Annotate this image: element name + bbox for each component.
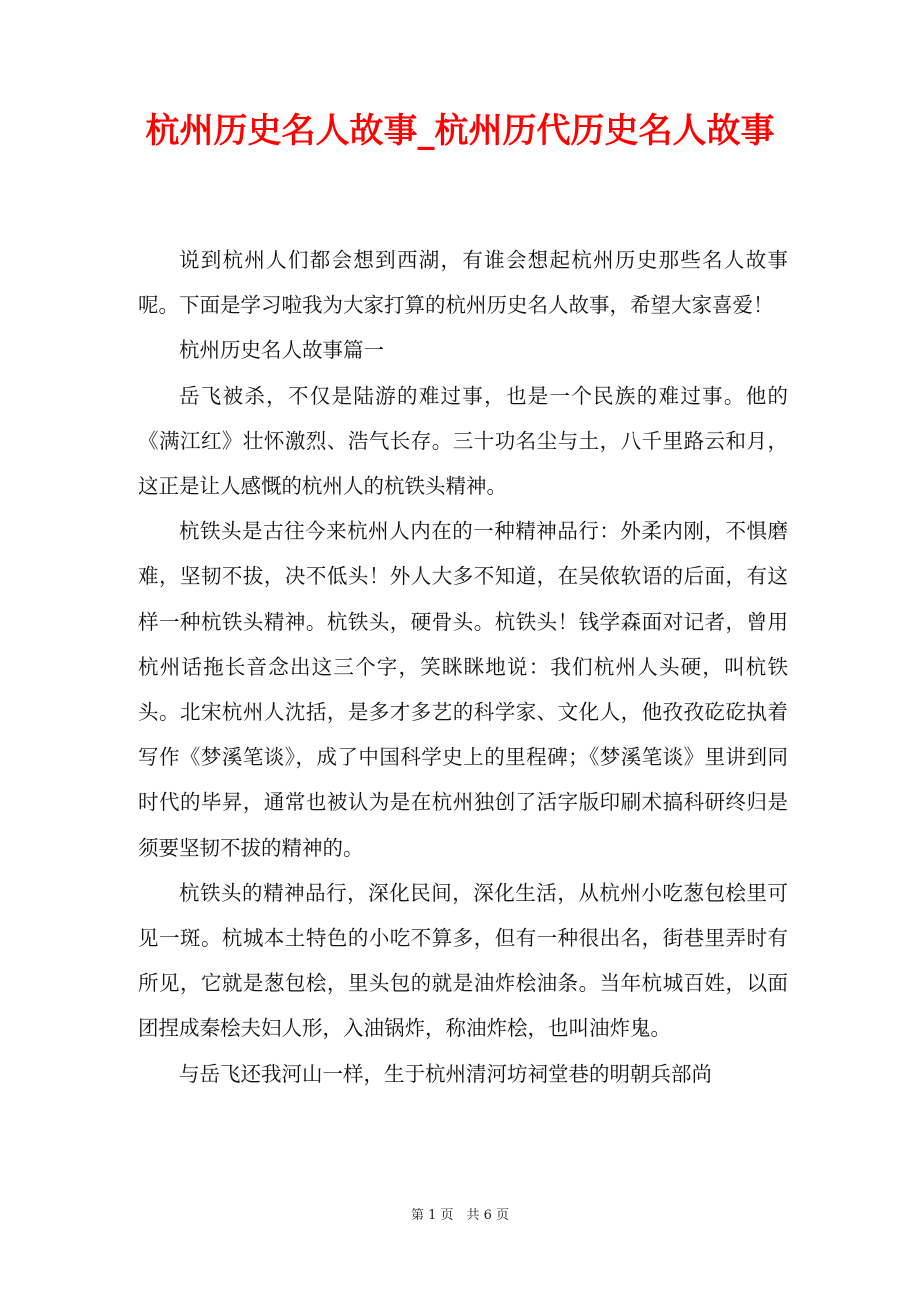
body-paragraph: 岳飞被杀，不仅是陆游的难过事，也是一个民族的难过事。他的《满江红》壮怀激烈、浩气长存。三十功名尘与土，八千里路云和月，这正是让人感慨的杭州人的杭铁头精神。 (138, 383, 788, 499)
page-footer: 第 1 页 共 6 页 (410, 1208, 510, 1223)
body-paragraph: 杭铁头的精神品行，深化民间，深化生活，从杭州小吃葱包桧里可见一斑。杭城本土特色的小吃不算多，但有一种很出名，街巷里弄时有所见，它就是葱包桧，里头包的就是油炸桧油条。当年杭城百姓，以面团捏成秦桧夫妇人形，入油锅炸，称油炸桧，也叫油炸鬼。 (138, 880, 788, 1041)
intro-paragraph: 说到杭州人们都会想到西湖，有谁会想起杭州历史那些名人故事呢。下面是学习啦我为大家打算的杭州历史名人故事，希望大家喜爱！ (138, 248, 788, 318)
page-title: 杭州历史名人故事_杭州历代历史名人故事 (145, 111, 775, 151)
document-body (138, 238, 788, 1097)
body-paragraph: 与岳飞还我河山一样，生于杭州清河坊祠堂巷的明朝兵部尚 (179, 1061, 712, 1086)
section-heading: 杭州历史名人故事篇一 (179, 338, 384, 363)
body-paragraph: 杭铁头是古往今来杭州人内在的一种精神品行：外柔内刚，不惧磨难，坚韧不拔，决不低头！外人大多不知道，在吴侬软语的后面，有这样一种杭铁头精神。杭铁头，硬骨头。杭铁头！钱学森面对记者，曾用杭州话拖长音念出这三个字，笑眯眯地说：我们杭州人头硬，叫杭铁头。北宋杭州人沈括，是多才多艺的科学家、文化人，他孜孜矻矻执着写作《梦溪笔谈》，成了中国科学史上的里程碑；《梦溪笔谈》里讲到同时代的毕昇，通常也被认为是在杭州独创了活字版印刷术搞科研终归是须要坚韧不拔的精神的。 (138, 519, 788, 860)
